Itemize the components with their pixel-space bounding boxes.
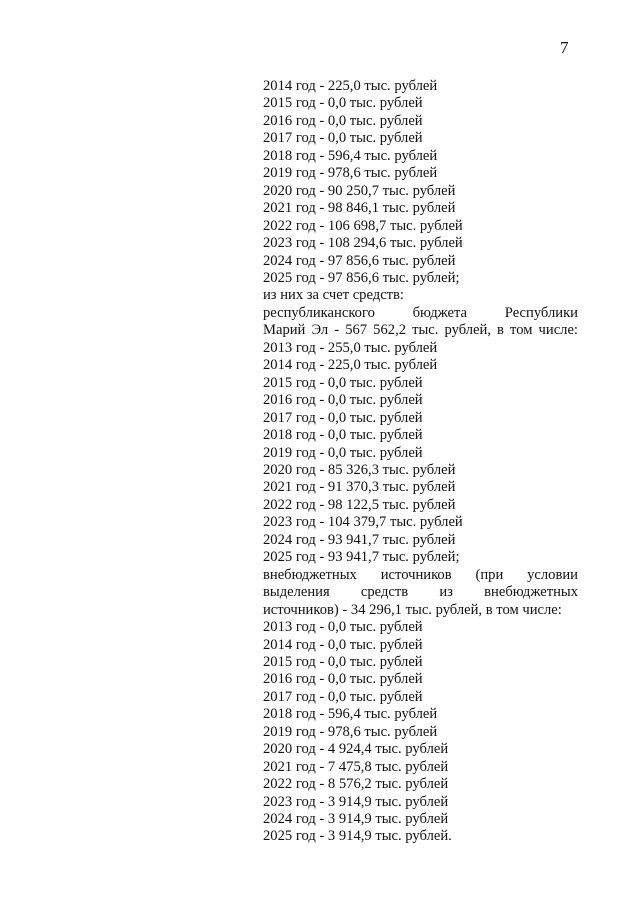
year-line: 2024 год - 93 941,7 тыс. рублей [263,531,456,548]
year-line: 2025 год - 3 914,9 тыс. рублей. [263,828,452,845]
year-line: 2023 год - 108 294,6 тыс. рублей [263,235,463,252]
year-line: 2019 год - 978,6 тыс. рублей [263,723,438,740]
year-line: 2014 год - 225,0 тыс. рублей [263,78,438,94]
year-line: 2021 год - 7 475,8 тыс. рублей [263,758,449,775]
year-line: 2022 год - 106 698,7 тыс. рублей [263,217,463,234]
year-line: 2018 год - 596,4 тыс. рублей [263,706,438,723]
year-list-republic-budget [263,340,578,567]
year-line: 2023 год - 104 379,7 тыс. рублей [263,514,463,531]
year-list-total [263,78,578,287]
year-line: 2021 год - 91 370,3 тыс. рублей [263,479,456,496]
extrabudget-heading-cont: выделения средств из внебюджетных [263,584,578,601]
year-line: 2015 год - 0,0 тыс. рублей [263,95,423,112]
year-line: 2017 год - 0,0 тыс. рублей [263,409,423,426]
year-list-extrabudget [263,619,578,846]
year-line: 2016 год - 0,0 тыс. рублей [263,112,423,129]
extrabudget-total: источников) - 34 296,1 тыс. рублей, в том числе: [263,601,562,618]
year-line: 2016 год - 0,0 тыс. рублей [263,392,423,409]
year-line: 2015 год - 0,0 тыс. рублей [263,653,423,670]
year-line: 2024 год - 97 856,6 тыс. рублей [263,252,456,269]
republic-budget-total: Марий Эл - 567 562,2 тыс. рублей, в том числе: [263,322,578,339]
year-line: 2022 год - 98 122,5 тыс. рублей [263,496,456,513]
year-line: 2013 год - 0,0 тыс. рублей [263,619,423,636]
year-line: 2013 год - 255,0 тыс. рублей [263,339,438,356]
year-line: 2020 год - 4 924,4 тыс. рублей [263,741,449,758]
extrabudget-heading: внебюджетных источников (при условии [263,566,578,583]
republic-budget-heading: республиканского бюджета Республики [263,304,578,321]
year-line: 2025 год - 97 856,6 тыс. рублей; [263,269,460,286]
year-line: 2020 год - 85 326,3 тыс. рублей [263,461,456,478]
year-line: 2020 год - 90 250,7 тыс. рублей [263,182,456,199]
year-line: 2014 год - 0,0 тыс. рублей [263,636,423,653]
document-body [263,78,578,846]
year-line: 2023 год - 3 914,9 тыс. рублей [263,793,449,810]
year-line: 2022 год - 8 576,2 тыс. рублей [263,776,449,793]
year-line: 2018 год - 0,0 тыс. рублей [263,427,423,444]
year-line: 2014 год - 225,0 тыс. рублей [263,357,438,374]
year-line: 2024 год - 3 914,9 тыс. рублей [263,811,449,828]
year-line: 2017 год - 0,0 тыс. рублей [263,688,423,705]
year-line: 2025 год - 93 941,7 тыс. рублей; [263,549,460,566]
year-line: 2018 год - 596,4 тыс. рублей [263,147,438,164]
year-line: 2019 год - 0,0 тыс. рублей [263,444,423,461]
year-line: 2019 год - 978,6 тыс. рублей [263,165,438,182]
page-number: 7 [560,38,569,57]
year-line: 2021 год - 98 846,1 тыс. рублей [263,200,456,217]
year-line: 2016 год - 0,0 тыс. рублей [263,671,423,688]
year-line: 2015 год - 0,0 тыс. рублей [263,374,423,391]
year-line: 2017 год - 0,0 тыс. рублей [263,130,423,147]
funding-intro: из них за счет средств: [263,287,404,304]
